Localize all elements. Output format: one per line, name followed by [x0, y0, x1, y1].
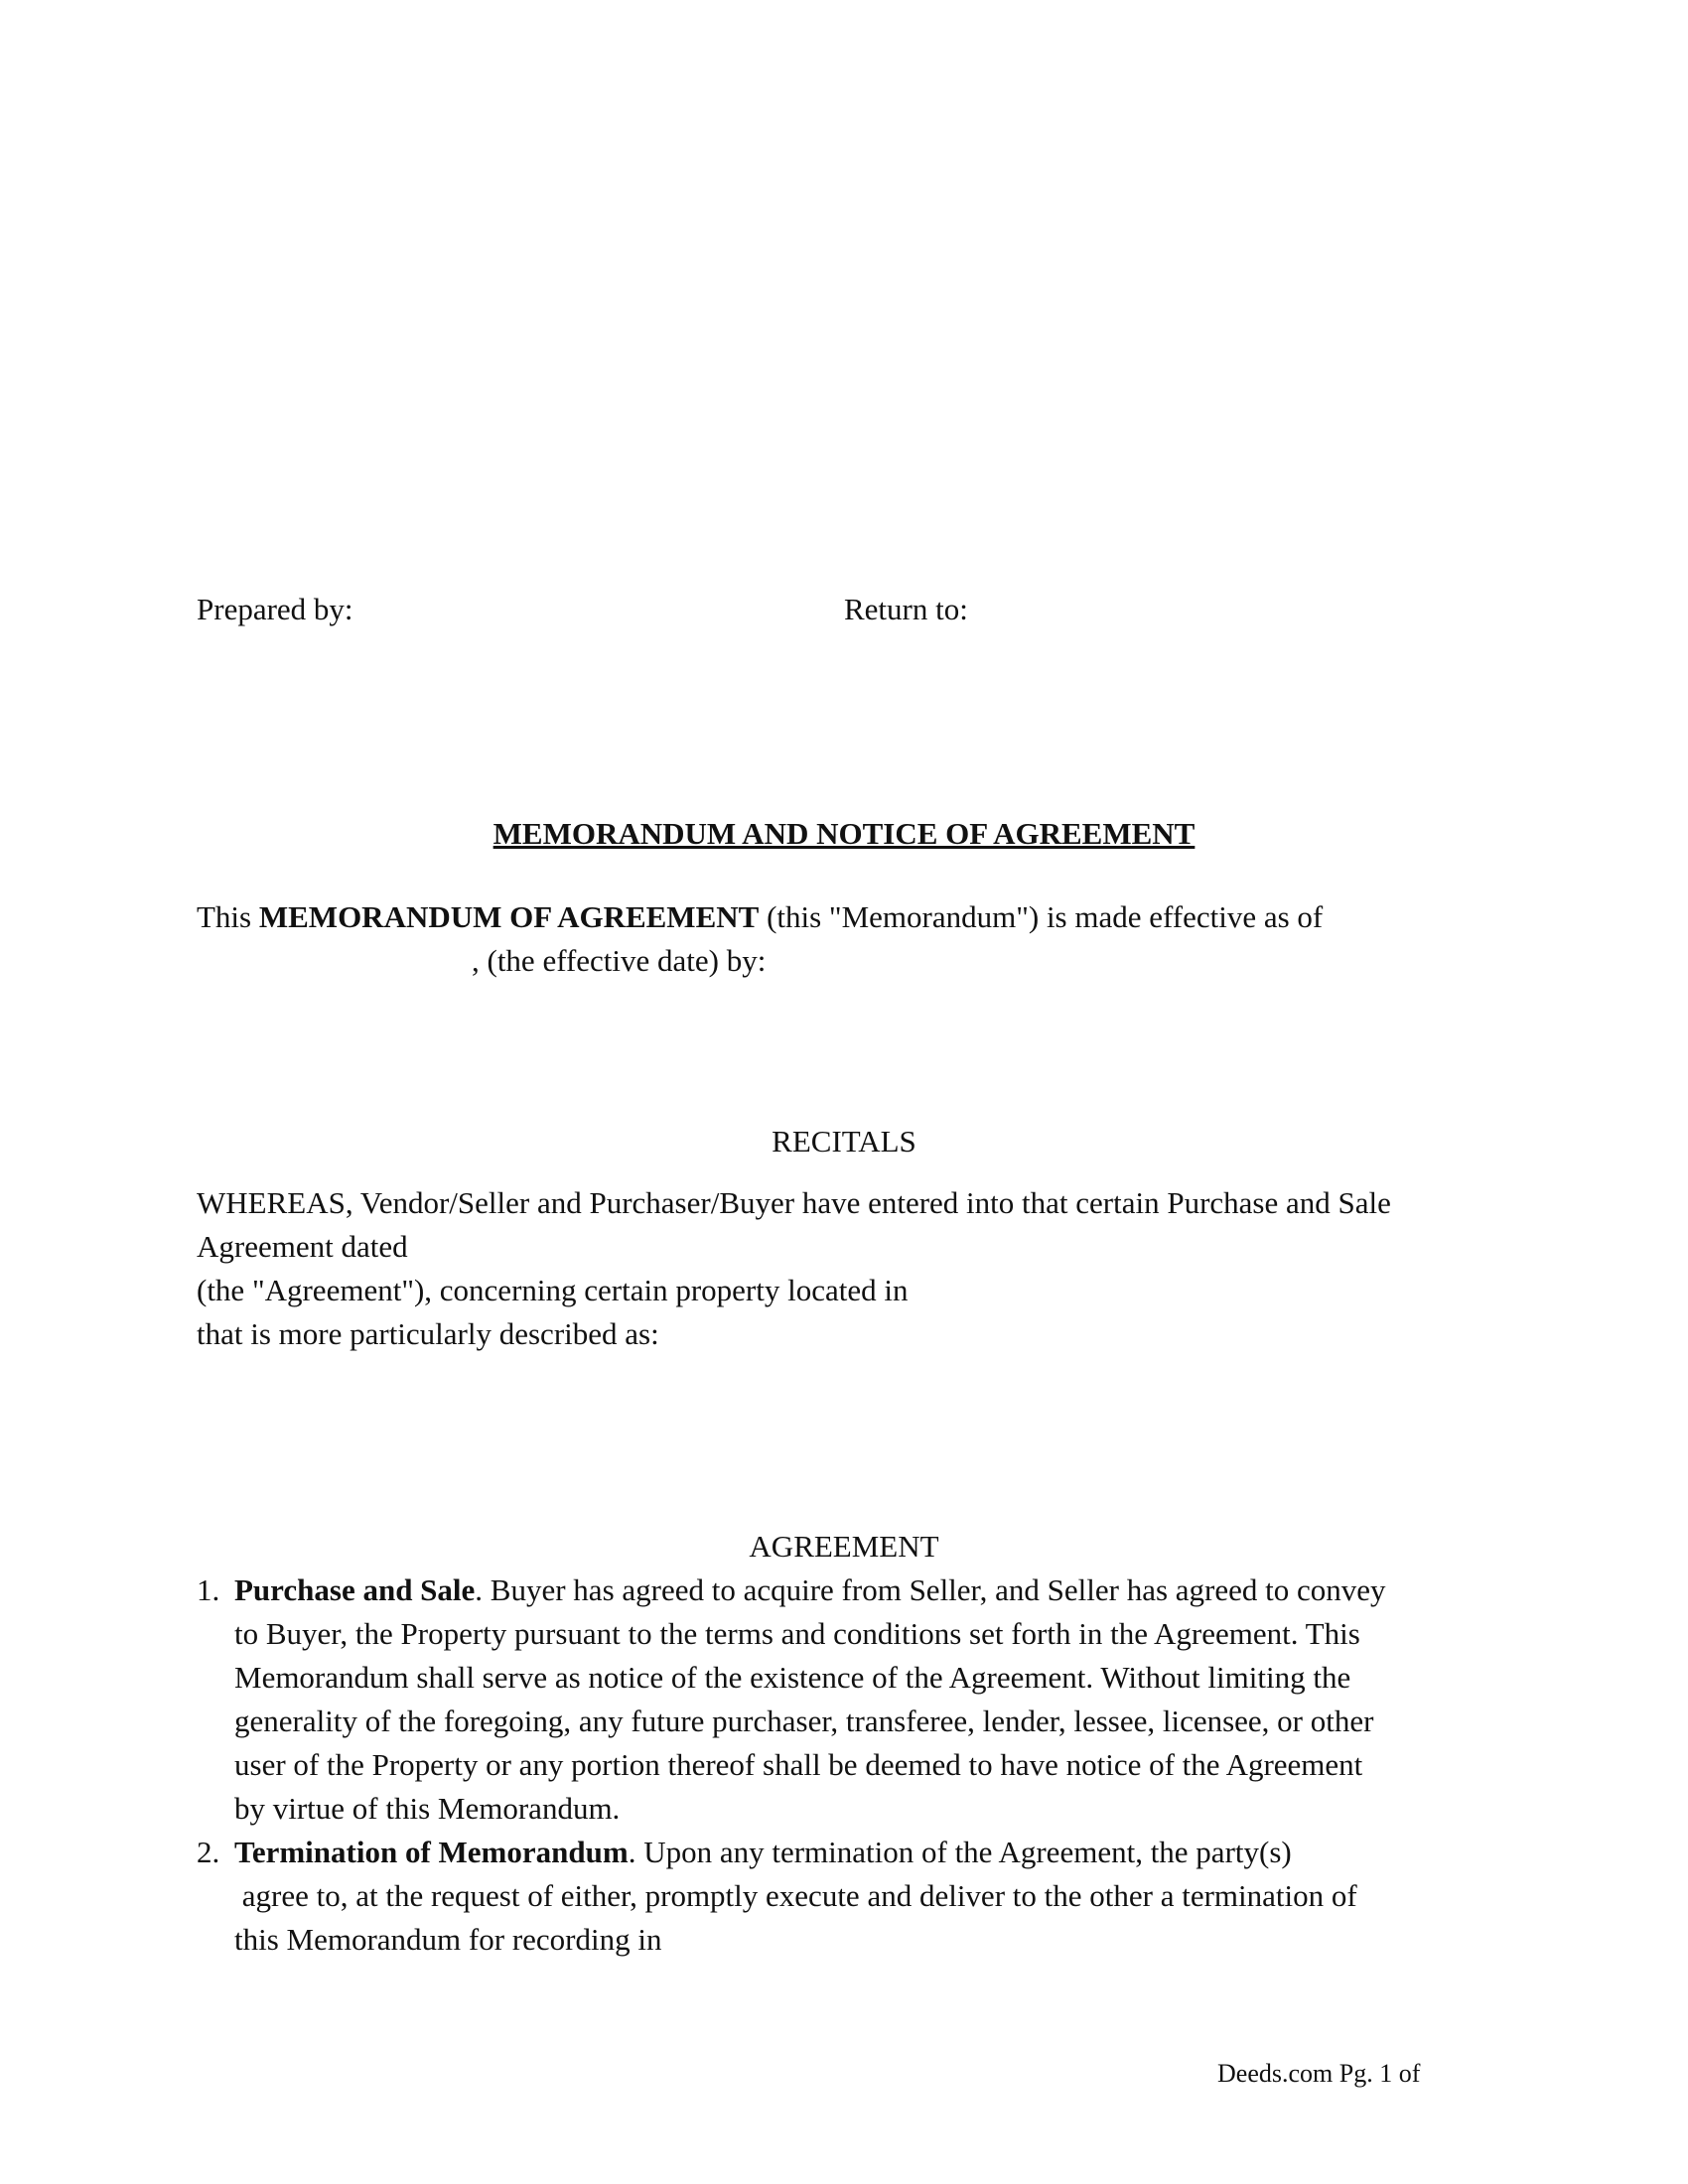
item-text: . Upon any termination of the Agreement, the party(s)	[628, 1835, 1292, 1869]
agreement-item-1-line: user of the Property or any portion thereof shall be deemed to have notice of the Agreement	[234, 1747, 1363, 1782]
agreement-item-2-line: agree to, at the request of either, promptly execute and deliver to the other a termination of	[234, 1878, 1357, 1913]
item-heading: Purchase and Sale	[234, 1572, 476, 1607]
agreement-item-1-line-1	[234, 1569, 1386, 1612]
recitals-heading: RECITALS	[772, 1124, 916, 1159]
intro-bold-term: MEMORANDUM OF AGREEMENT	[258, 899, 760, 934]
recitals-line: WHEREAS, Vendor/Seller and Purchaser/Buyer have entered into that certain Purchase and Sale	[197, 1185, 1391, 1220]
agreement-item-1-line: by virtue of this Memorandum.	[234, 1791, 621, 1826]
recitals-line: that is more particularly described as:	[197, 1316, 659, 1351]
agreement-item-1-line: to Buyer, the Property pursuant to the terms and conditions set forth in the Agreement. This	[234, 1616, 1360, 1651]
agreement-item-2-line: this Memorandum for recording in	[234, 1922, 662, 1957]
document-title: MEMORANDUM AND NOTICE OF AGREEMENT	[492, 816, 1196, 851]
recitals-line: (the "Agreement"), concerning certain property located in	[197, 1273, 909, 1307]
agreement-item-1-line: generality of the foregoing, any future purchaser, transferee, lender, lessee, licensee, or other	[234, 1704, 1374, 1738]
list-number: 2.	[197, 1835, 220, 1869]
intro-suffix: (this "Memorandum") is made effective as of	[759, 899, 1324, 934]
page-footer: Deeds.com Pg. 1 of	[1217, 2059, 1421, 2088]
list-number: 1.	[197, 1572, 220, 1607]
agreement-heading: AGREEMENT	[749, 1529, 939, 1564]
return-to-label: Return to:	[844, 592, 968, 626]
item-heading: Termination of Memorandum	[234, 1835, 629, 1869]
agreement-item-1-line: Memorandum shall serve as notice of the existence of the Agreement. Without limiting the	[234, 1660, 1351, 1695]
intro-line-1	[197, 895, 1323, 939]
prepared-by-label: Prepared by:	[197, 592, 353, 626]
item-text: . Buyer has agreed to acquire from Seller, and Seller has agreed to convey	[475, 1572, 1386, 1607]
intro-line-2: , (the effective date) by:	[472, 943, 767, 978]
intro-prefix: This	[197, 899, 259, 934]
agreement-item-2-line-1	[234, 1831, 1292, 1874]
recitals-line: Agreement dated	[197, 1229, 408, 1264]
